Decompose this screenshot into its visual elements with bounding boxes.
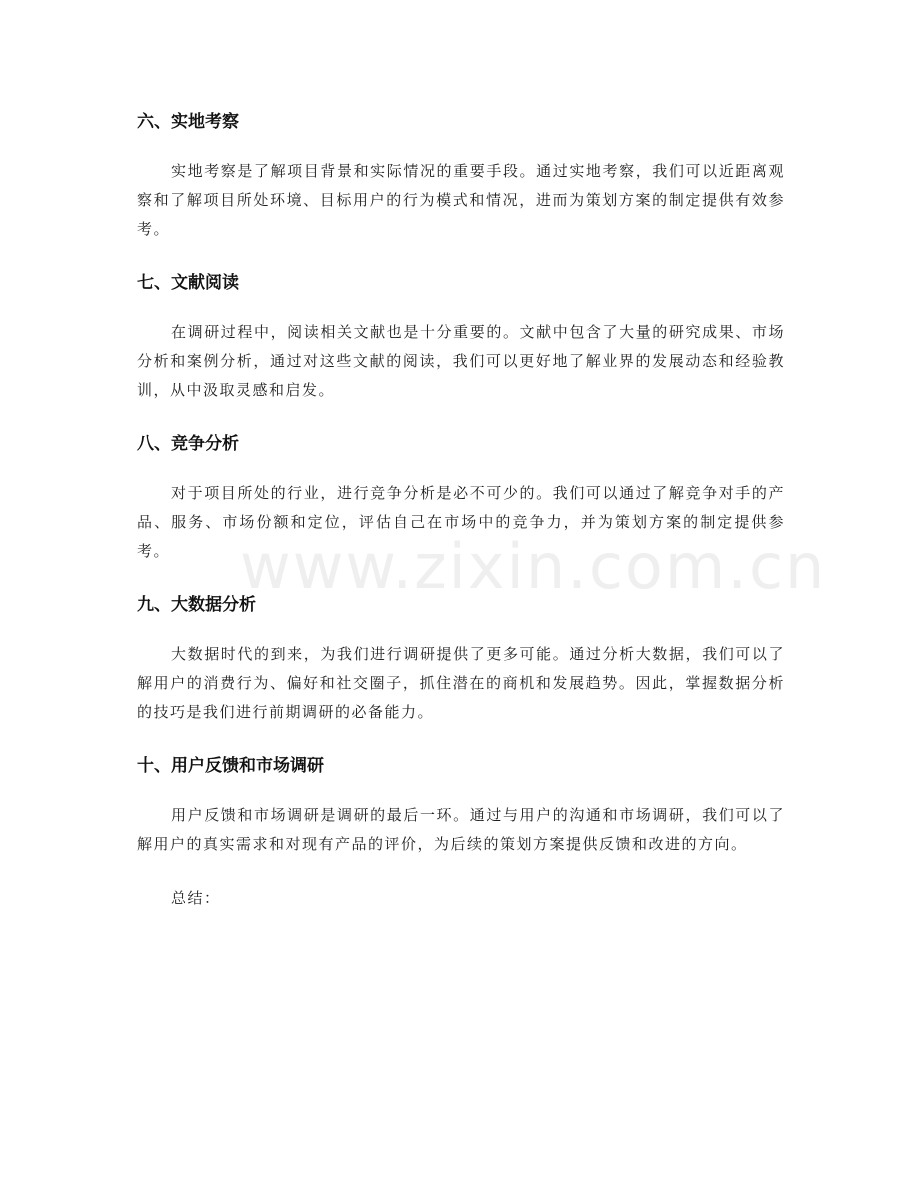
section-field-investigation	[137, 108, 785, 244]
section-heading: 八、竞争分析	[137, 434, 239, 454]
summary-label: 总结：	[171, 889, 221, 907]
section-paragraph: 在调研过程中，阅读相关文献也是十分重要的。文献中包含了大量的研究成果、市场分析和案例分析，通过对这些文献的阅读，我们可以更好地了解业界的发展动态和经验教训，从中汲取灵感和启发。	[137, 323, 785, 399]
section-paragraph: 对于项目所处的行业，进行竞争分析是必不可少的。我们可以通过了解竞争对手的产品、服务、市场份额和定位，评估自己在市场中的竞争力，并为策划方案的制定提供参考。	[137, 484, 785, 560]
section-big-data-analysis	[137, 591, 785, 727]
section-literature-reading	[137, 269, 785, 405]
section-paragraph: 实地考察是了解项目背景和实际情况的重要手段。通过实地考察，我们可以近距离观察和了解项目所处环境、目标用户的行为模式和情况，进而为策划方案的制定提供有效参考。	[137, 162, 785, 238]
section-heading: 七、文献阅读	[137, 273, 239, 293]
watermark-text: www.zixin.com.cn	[240, 530, 827, 603]
section-paragraph: 大数据时代的到来，为我们进行调研提供了更多可能。通过分析大数据，我们可以了解用户的消费行为、偏好和社交圈子，抓住潜在的商机和发展趋势。因此，掌握数据分析的技巧是我们进行前期调研的必备能力。	[137, 645, 785, 721]
section-user-feedback	[137, 752, 785, 859]
section-heading: 十、用户反馈和市场调研	[137, 756, 324, 776]
document-content	[137, 108, 785, 913]
section-heading: 六、实地考察	[137, 112, 239, 132]
section-paragraph: 用户反馈和市场调研是调研的最后一环。通过与用户的沟通和市场调研，我们可以了解用户的真实需求和对现有产品的评价，为后续的策划方案提供反馈和改进的方向。	[137, 806, 785, 853]
section-heading: 九、大数据分析	[137, 595, 256, 615]
section-competition-analysis	[137, 430, 785, 566]
